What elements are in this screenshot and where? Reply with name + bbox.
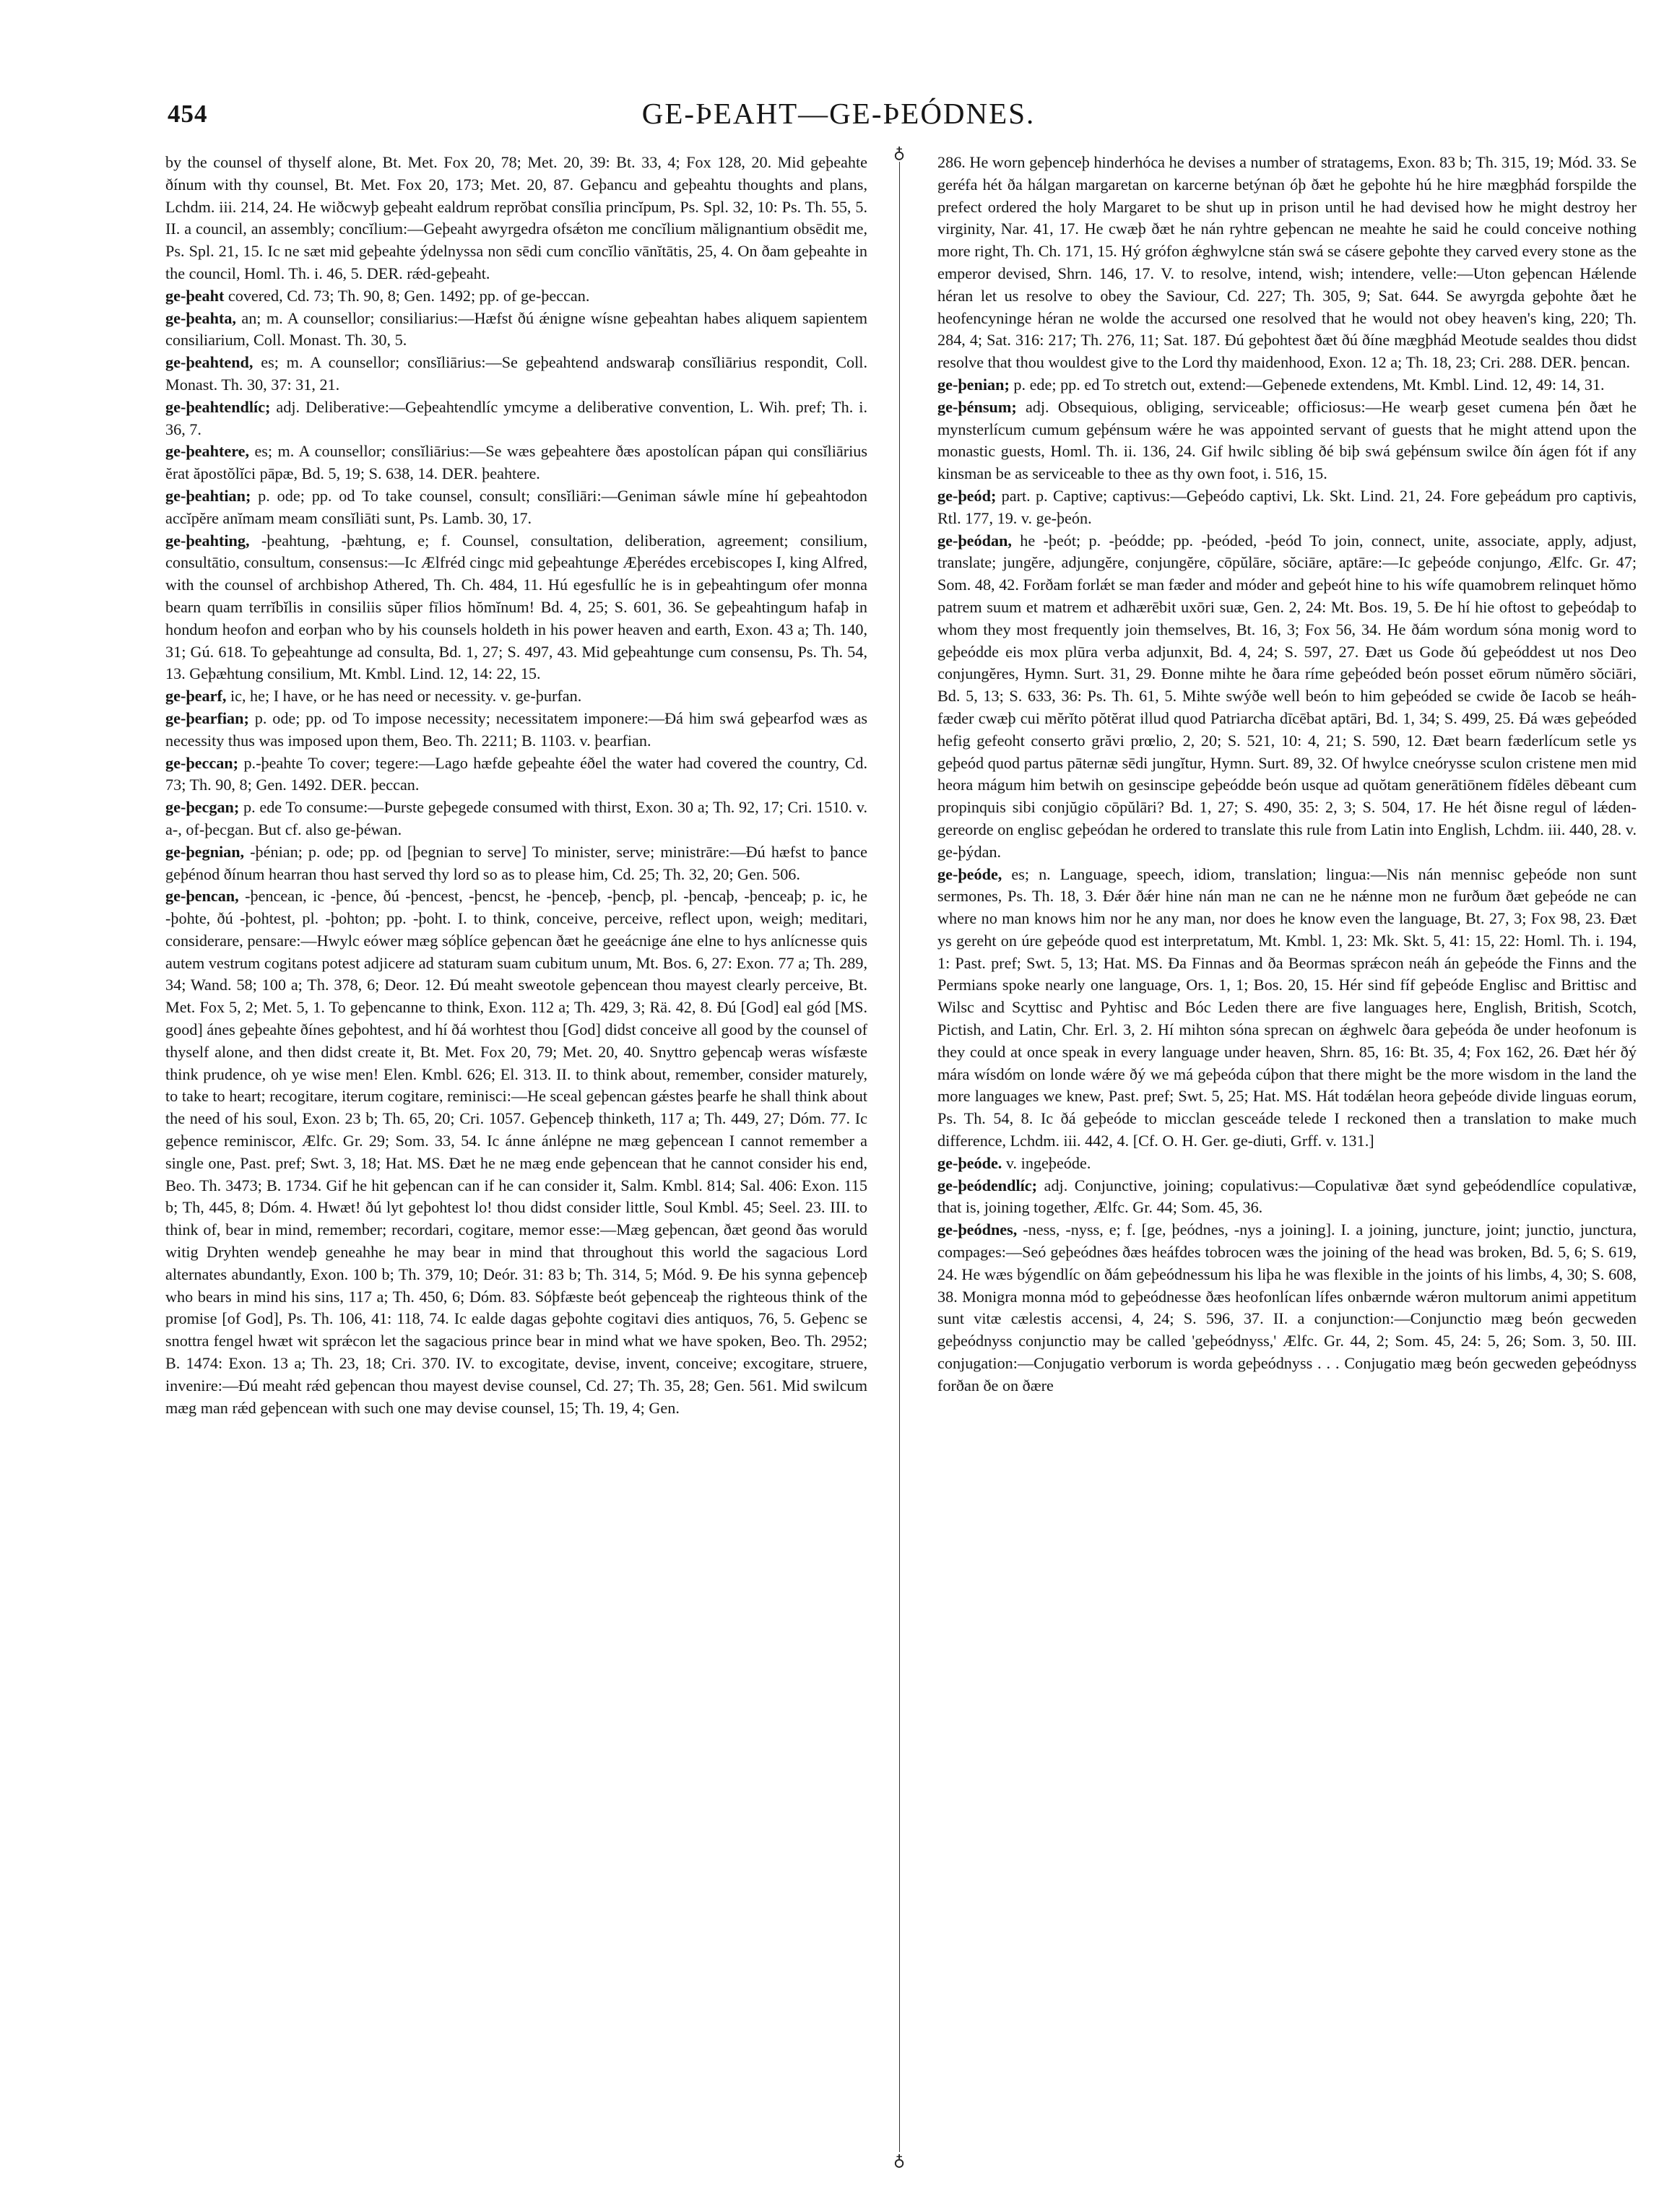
dictionary-entry: ge-þeód; part. p. Captive; captivus:—Geþeódo captivi, Lk. Skt. Lind. 21, 24. Fore geþeádum pro captivis, Rtl. 177, 19. v. ge-þeón. [937,486,1637,527]
dictionary-entry: ge-þeóde, es; n. Language, speech, idiom, translation; lingua:—Nis nán mennisc geþeóde non sunt sermones, Ps. Th. 18, 3. Ðǽr ðǽr hine nán man ne can ne he nǽnne mon ne furðum ðæt geþeóde ne can where no man knows him nor he any man, nor does he know even the language, Bt. 27, 3; Fox 98, 23. Ðæt ys gereht on úre geþeóde quod est interpretatum, Mt. Kmbl. 1, 23: Mk. Skt. 5, 41: 15, 22: Homl. Th. i. 194, 1: Past. pref; Swt. 5, 13; Hat. MS. Ða Finnas and ða Beormas sprǽcon neáh án geþeóde the Finns and the Permians spoke nearly one language, Ors. 1, 1; Bos. 20, 15. Hér sind fíf geþeóde Englisc and Brittisc and Wilsc and Scyttisc and Pyhtisc and Bóc Leden there are five languages here, English, British, Scotch, Pictish, and Latin, Chr. Erl. 3, 2. Hí mihton sóna sprecan on ǽghwelc ðara geþeóda ðe under heofonum is they could at once speak in every language under heaven, Shrn. 85, 16: Bt. 35, 4; Fox 162, 26. Ðæt hér ðý mára wísdóm on londe wǽre ðý we má geþeóda cúþon that there might be the more wisdom in the land the more languages we knew, Past. pref; Swt. 5, 25; Hat. MS. Hát todǽlan heora geþeóde divide linguas eorum, Ps. Th. 54, 8. Ic ðá geþeóde to micclan gesceáde telede I reckoned then a translation to make much difference, Lchdm. iii. 442, 4. [Cf. O. H. Ger. ge-diuti, Grff. v. 131.] [937,864,1637,1150]
headword: ge-þenian; [937,375,1010,394]
headword: ge-þeahtere, [165,442,250,461]
running-head: GE-ÞEAHT—GE-ÞEÓDNES. [641,97,1036,130]
dictionary-entry: ge-þeahtend, es; m. A counsellor; consĭliārius:—Se geþeahtend andswaraþ consĭliārius respondit, Coll. Monast. Th. 30, 37: 31, 21. [165,353,867,394]
dictionary-entry: ge-þeahtendlíc; adj. Deliberative:—Geþeahtendlíc ymcyme a deliberative convention, L. Wih. pref; Th. i. 36, 7. [165,397,867,438]
column-divider [899,152,900,2159]
dictionary-entry: ge-þeahtere, es; m. A counsellor; consĭliārius:—Se wæs geþeahtere ðæs apostolícan pápan qui consĭliārius ĕrat ăpostŏlĭci pāpæ, Bd. 5, 19; S. 638, 14. DER. þeahtere. [165,442,867,483]
headword: ge-þeahtend, [165,353,254,372]
headword: ge-þeódnes, [937,1220,1018,1239]
headword: ge-þeahtendlíc; [165,397,271,416]
headword: ge-þénsum; [937,397,1017,416]
page-number: 454 [168,100,208,128]
headword: ge-þearf, [165,687,227,706]
headword: ge-þecgan; [165,798,240,817]
headword: ge-þeódan, [937,531,1012,550]
dictionary-entry: 286. He worn geþenceþ hinderhóca he devises a number of stratagems, Exon. 83 b; Th. 315, 19; Mód. 33. Se geréfa hét ða hálgan margaretan on karcerne betýnan óþ ðæt he geþohte hú he hire mægþhád forspilde the prefect ordered the holy Margaret to be shut up in prison until he had devised how he might destroy her virginity, Nar. 41, 17. He cwæþ ðæt he nán ryhtre geþencan ne meahte he said he could conceive nothing more right, Th. Ch. 171, 15. Hý grófon ǽghwylcne stán swá se cásere geþohte they carved every stone as the emperor devised, Shrn. 146, 17. V. to resolve, intend, wish; intendere, velle:—Uton geþencan Hǽlende héran let us resolve to obey the Saviour, Cd. 227; Th. 305, 9; Sat. 644. Se awyrgda geþohte ðæt he heofencyninge héran ne wolde the accursed one resolved that he would not obey heaven's king, 220; Th. 284, 4; Sat. 316: 217; Th. 276, 11; Sat. 187. Ðú geþohtest ðæt ðú ðíne mægþhád Meotude sealdes thou didst resolve that thou wouldest give to the Lord thy maidenhood, Exon. 12 a; Th. 18, 23; Cri. 288. DER. þencan. [937,153,1637,372]
ornament-top-icon: ♁ [890,144,908,162]
dictionary-entry: ge-þeódnes, -ness, -nyss, e; f. [ge, þeódnes, -nys a joining]. I. a joining, juncture, joint; junctio, junctura, compages:—Seó geþeódnes ðæs heáfdes tobrocen wæs the joining of the head was broken, Bd. 5, 6; S. 619, 24. He wæs býgendlíc on ðám geþeódnessum his liþa he was flexible in the joints of his limbs, 4, 30; S. 608, 38. Monigra monna mód to geþeódnesse ðæs heofonlícan lífes onbærnde wǽron multorum animi appetitum sunt vitæ cælestis accensi, 4, 24; S. 596, 37. II. a conjunction:—Conjunctio mæg beón gecweden geþeódnyss conjunctio may be called 'geþeódnyss,' Ælfc. Gr. 44, 2; Som. 45, 24: 5, 26; Som. 3, 50. III. conjugation:—Conjugatio verborum is worda geþeódnyss . . . Conjugatio mæg beón gecweden geþeódnyss forðan ðe on ðære [937,1220,1637,1395]
left-column [165,152,867,2174]
dictionary-entry: ge-þeódendlíc; adj. Conjunctive, joining; copulativus:—Copulativæ ðæt synd geþeódendlíce copulativæ, that is, joining together, Ælfc. Gr. 44; Som. 45, 36. [937,1176,1637,1217]
dictionary-entry: ge-þenian; p. ede; pp. ed To stretch out, extend:—Geþenede extendens, Mt. Kmbl. Lind. 12, 49: 14, 31. [937,375,1605,394]
headword: ge-þeahtian; [165,486,251,505]
headword: ge-þeaht [165,286,225,305]
headword: ge-þeahting, [165,531,250,550]
dictionary-entry: ge-þegnian, -þénian; p. ode; pp. od [þegnian to serve] To minister, serve; ministrāre:—Ðú hæfst to þance geþénod ðínum hearran thou hast served thy lord so as to please him, Cd. 25; Th. 32, 20; Gen. 506. [165,842,867,883]
headword: ge-þeóde. [937,1153,1002,1172]
headword: ge-þeód; [937,486,997,505]
dictionary-entry: ge-þeódan, he -þeót; p. -þeódde; pp. -þeóded, -þeód To join, connect, unite, associate, apply, adjust, translate; jungĕre, adjungĕre, conjungĕre, cōpŭlāre, sŏciāre, aptāre:—Ic geþeóde conjungo, Ælfc. Gr. 47; Som. 48, 42. Forðam forlǽt se man fæder and móder and geþeót hine to his wífe quamobrem relinquet hŏmo patrem suum et matrem et adhærēbit uxōri suæ, Gen. 2, 24: Mt. Bos. 19, 5. Ðe hí hie oftost to geþeódaþ to whom they most frequently join themselves, Bt. 16, 3; Fox 56, 34. He ðám wordum sóna monig word to geþeódde eis mox plūra verba adjunxit, Bd. 4, 24; S. 597, 27. Ðæt us Gode ðú geþeóddest ut nos Deo conjungĕres, Hymn. Surt. 31, 29. Ðonne mihte he ðara ríme geþeóded beón posset eōrum nŭmĕro sŏciāri, Bd. 5, 13; S. 633, 36: Ps. Th. 61, 5. Mihte swýðe well beón to him geþeóded se cwide ðe Iacob se heáh-fæder cwæþ cui mĕrĭto pŏtĕrat illud quod Patriarcha dīcēbat aptāri, Bd. 1, 34; S. 499, 25. Ðá wæs geþeóded hefig gefeoht conserto grăvi prœlio, 2, 20; S. 521, 10: 4, 21; S. 590, 12. Ðæt bearn fæderlícum setle ys geþeód quod partus pāternæ sēdi jungĭtur, Hymn. Surt. 89, 32. Of hwylce cneórysse sculon cristene men mid heora mágum him betwih on gesinscipe geþeódde beón usque ad quŏtam generātiōnem fĭdēles dēbeant cum propinquis sibi conjŭgio cōpŭlāri? Bd. 1, 27; S. 490, 35: 2, 3; S. 504, 17. He hét ðisne regul of lǽden-gereorde on englisc geþeódan he ordered to translate this rule from Latin into English, Lchdm. iii. 440, 28. v. ge-þýdan. [937,531,1637,861]
ornament-bottom-icon: ♁ [890,2152,908,2169]
dictionary-entry: ge-þeahta, an; m. A counsellor; consiliarius:—Hæfst ðú ǽnigne wísne geþeahtan habes aliquem sapientem consiliarium, Coll. Monast. Th. 30, 5. [165,308,867,350]
dictionary-entry: ge-þeahting, -þeahtung, -þæhtung, e; f. Counsel, consultation, deliberation, agreement; consilium, consultātio, consultum, consensus:—Ic Ælfréd cingc mid geþeahtunge Æþerédes ercebiscopes I, king Alfred, with the counsel of archbishop Athered, Th. Ch. 484, 11. Hú egesfullíc he is in geþeahtingum ofer monna bearn quam terrĭbĭlis in consiliis sŭper fīlios hŏmĭnum! Bd. 4, 25; S. 601, 36. Se geþeahtingum hafaþ in hondum heofon and eorþan who by his counsels holdeth in his power heaven and earth, Exon. 43 a; Th. 140, 31; Gú. 618. To geþeahtunge ad consulta, Bd. 1, 27; S. 497, 43. Mid geþeahtunge cum consensu, Ps. Th. 54, 13. Geþæhtung consilium, Mt. Kmbl. Lind. 12, 14: 22, 15. [165,531,867,683]
headword: ge-þegnian, [165,842,245,861]
dictionary-entry: by the counsel of thyself alone, Bt. Met. Fox 20, 78; Met. 20, 39: Bt. 33, 4; Fox 128, 20. Mid geþeahte ðínum with thy counsel, Bt. Met. Fox 20, 173; Met. 20, 87. Geþancu and geþeahtu thoughts and plans, Lchdm. iii. 214, 24. He wiðcwyþ geþeaht ealdrum reprŏbat consĭlia princĭpum, Ps. Spl. 32, 10: Ps. Th. 55, 5. II. a council, an assembly; concĭlium:—Geþeaht awyrgedra ofsǽton me concĭlium mălignantium obsēdit me, Ps. Spl. 21, 15. Ic ne sæt mid geþeahte ýdelnyssa non sēdi cum concĭlio vānĭtātis, 25, 4. On ðam geþeahte in the council, Homl. Th. i. 46, 5. DER. rǽd-geþeaht. [165,153,867,282]
headword: ge-þencan, [165,887,239,906]
dictionary-entry: ge-þencan, -þencean, ic -þence, ðú -þencest, -þencst, he -þenceþ, -þencþ, pl. -þencaþ, -þenceaþ; p. ic, he -þohte, ðú -þohtest, pl. -þohton; pp. -þoht. I. to think, conceive, perceive, reflect upon, weigh; meditari, considerare, pensare:—Hwylc eówer mæg sóþlíce geþencan ðæt he geeácnige áne elne to hys anlícnesse quis autem vestrum cogitans potest adjicere ad staturam suam cubitum unum, Mt. Bos. 6, 27: Exon. 77 a; Th. 289, 34; Wand. 58; 100 a; Th. 378, 6; Deor. 12. Ðú meaht sweotole geþencean thou mayest clearly perceive, Bt. Met. Fox 5, 2; Met. 5, 1. To geþencanne to think, Exon. 112 a; Th. 429, 3; Rä. 42, 8. Ðú [God] eal gód [MS. good] ánes geþeahte ðínes geþohtest, and hí ðá worhtest thou [God] didst conceive all good by the counsel of thyself alone, and then didst create it, Bt. Met. Fox 20, 79; Met. 20, 40. Snyttro geþencaþ weras wísfæste think prudence, oh ye wise men! Elen. Kmbl. 626; El. 313. II. to think about, remember, consider maturely, to take to heart; recogitare, iterum cogitare, reminisci:—He sceal geþencan gǽstes þearfe he shall think about the need of his soul, Exon. 23 b; Th. 65, 20; Cri. 1057. Geþenceþ thinketh, 117 a; Th. 449, 27; Dóm. 77. Ic geþence reminiscor, Ælfc. Gr. 29; Som. 33, 54. Ic ánne ánlépne ne mæg geþencean I cannot remember a single one, Past. pref; Swt. 3, 18; Hat. MS. Ðæt he ne mæg ende geþencean that he cannot consider his end, Beo. Th. 3473; B. 1734. Gif he hit geþencan can if he can consider it, Salm. Kmbl. 814; Sal. 406: Exon. 115 b; Th, 445, 8; Dóm. 4. Hwæt! ðú lyt geþohtest lo! thou didst consider little, Soul Kmbl. 45; Seel. 23. III. to think of, bear in mind, remember; recordari, cogitare, memor esse:—Mæg geþencan, ðæt geond ðas woruld witig Dryhten wendeþ geneahhe he may bear in mind that throughout this world the sagacious Lord alternates abundantly, Exon. 100 b; Th. 379, 10; Deór. 31: 83 b; Th. 314, 5; Mód. 9. Ðe his synna geþenceþ who bears in mind his sins, 117 a; Th. 450, 6; Dóm. 83. Sóþfæste beót geþenceaþ the righteous think of the promise [of God], Ps. Th. 106, 41: 118, 74. Ic ealde dagas geþohte cogitavi dies antiquos, 76, 5. Geþenc se snottra fengel hwæt wit sprǽcon let the sagacious prince bear in mind what we have spoken, Beo. Th. 2952; B. 1474: Exon. 13 a; Th. 23, 18; Cri. 370. IV. to excogitate, devise, invent, conceive; excogitare, struere, invenire:—Ðú meaht rǽd geþencan thou mayest devise counsel, Cd. 27; Th. 35, 28; Gen. 561. Mid swilcum mæg man rǽd geþencean with such one may devise counsel, 15; Th. 19, 4; Gen. [165,887,867,1417]
dictionary-entry: ge-þeóde. v. ingeþeóde. [937,1153,1091,1172]
headword: ge-þeóde, [937,864,1002,883]
headword: ge-þearfian; [165,708,249,727]
dictionary-entry: ge-þeaht covered, Cd. 73; Th. 90, 8; Gen. 1492; pp. of ge-þeccan. [165,286,590,305]
dictionary-entry: ge-þearfian; p. ode; pp. od To impose necessity; necessitatem imponere:—Ðá him swá geþearfod wæs as necessity thus was imposed upon them, Beo. Th. 2211; B. 1103. v. þearfian. [165,708,867,750]
dictionary-entry: ge-þeccan; p.-þeahte To cover; tegere:—Lago hæfde geþeahte éðel the water had covered the country, Cd. 73; Th. 90, 8; Gen. 1492. DER. þeccan. [165,753,867,794]
headword: ge-þeccan; [165,753,239,772]
right-column [937,152,1637,2174]
dictionary-entry: ge-þecgan; p. ede To consume:—Þurste geþegede consumed with thirst, Exon. 30 a; Th. 92, 17; Cri. 1510. v. a-, of-þecgan. But cf. also ge-þéwan. [165,798,867,838]
dictionary-entry: ge-þeahtian; p. ode; pp. od To take counsel, consult; consĭliāri:—Geniman sáwle míne hí geþeahtodon accĭpĕre anĭmam meam consĭliāti sunt, Ps. Lamb. 30, 17. [165,486,867,527]
dictionary-entry: ge-þénsum; adj. Obsequious, obliging, serviceable; officiosus:—He wearþ geset cumena þén ðæt he mynsterlícum cumum geþénsum wǽre he was appointed servant of guests that he might attend upon the monastic guests, Homl. Th. ii. 136, 24. Gif hwilc sibling ðé biþ swá geþénsum swilce ðín ágen fót if any kinsman be as serviceable to thee as thy own foot, i. 516, 15. [937,397,1637,483]
headword: ge-þeódendlíc; [937,1176,1038,1194]
headword: ge-þeahta, [165,308,236,327]
dictionary-entry: ge-þearf, ic, he; I have, or he has need or necessity. v. ge-þurfan. [165,687,582,706]
